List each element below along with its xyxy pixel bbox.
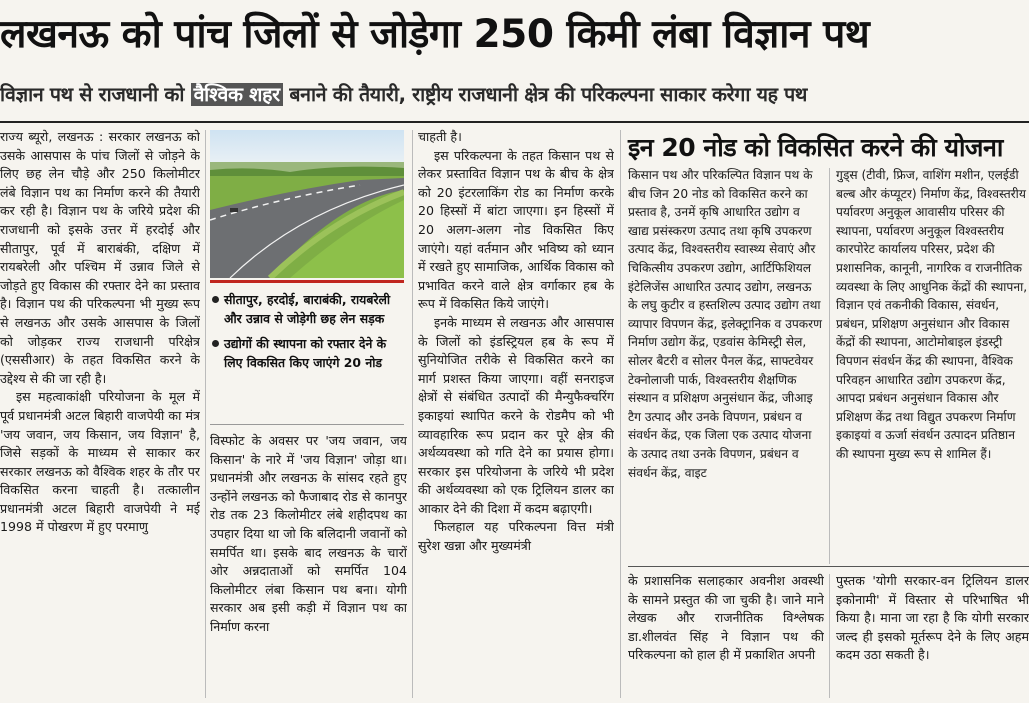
column-divider [620,130,621,698]
article-paragraph: फिलहाल यह परिकल्पना वित्त मंत्री सुरेश खन्ना और मुख्यमंत्री [418,519,614,554]
article-paragraph: इस परिकल्पना के तहत किसान पथ से लेकर प्रस्तावित विज्ञान पथ के बीच के क्षेत्र को 20 इंटरलाकिंग रोड का निर्माण करके 20 हिस्सों में बांटा जाएगा। इन हिस्सों में 20 अलग-अलग नोड विकसित किए जाएंगे। यहां वर्तमान और भविष्य को ध्यान में रखते हुए सामाजिक, आर्थिक विकास को प्रभावित करने वाले क्षेत्र वर्गाकार हब के रूप में विकसित किये जाएंगे। [418,147,614,312]
box-column-right: गुड्स (टीवी, फ्रिज, वाशिंग मशीन, एलईडी बल्ब और कंप्यूटर) निर्माण केंद्र, विश्वस्तरीय पर्यावरण अनुकूल आवासीय परिसर की स्थापना, पर्यावरण अनुकूल विश्वस्तरीय कारपोरेट कार्यालय परिसर, प्रदेश की प्रशासनिक, कानूनी, नागरिक व राजनीतिक व्यवस्था के लिए आधुनिक केंद्रों की स्थापना, विज्ञान एवं तकनीकी विकास, संवर्धन, प्रबंधन, प्रशिक्षण अनुसंधान और विकास केंद्रों की स्थापना, आटोमोबाइल इंडस्ट्री विपणन संवर्धन केंद्र की स्थापना, वैश्विक परिवहन आधारित उद्योग उपकरण केंद्र, आपदा प्रबंधन अनुसंधान विकास और प्रशिक्षण केंद्र तथा विद्युत उपकरण निर्माण इकाइयां व ऊर्जा संवर्धन उत्पादन प्रतिष्ठान की स्थापना मुख्य रूप से शामिल हैं। [836,168,1028,461]
article-paragraph: राज्य ब्यूरो, लखनऊ : सरकार लखनऊ को उसके आसपास के पांच जिलों से जोड़ने के लिए छह लेन चौड़े और 250 किलोमीटर लंबे विज्ञान पथ का निर्माण करने की तैयारी कर रही है। विज्ञान पथ के जरिये प्रदेश की राजधानी को इसके उत्तर में हरदोई और सीतापुर, पूर्व में बाराबंकी, दक्षिण में रायबरेली और पश्चिम में उन्नाव जिले से जोड़ते हुए विकास की रफ्तार देने का प्रस्ताव है। विज्ञान पथ की परिकल्पना भी मुख्य रूप से लखनऊ और उसके आसपास के जिलों को जोड़कर राज्य राजधानी परिक्षेत्र (एससीआर) के तहत विकसित करने के उद्देश्य से की जा रही है। [0,129,200,386]
article-paragraph: के प्रशासनिक सलाहकार अवनीश अवस्थी के सामने प्रस्तुत की जा चुकी है। जाने माने लेखक और राजनीतिक विश्लेषक डा.शीलवंत सिंह ने विज्ञान पथ की परिकल्पना को हाल ही में प्रकाशित अपनी [628,573,824,663]
subhead-text-before: विज्ञान पथ से राजधानी को [0,83,191,106]
subhead-highlight: वैश्विक शहर [191,83,283,106]
headline: लखनऊ को पांच जिलों से जोड़ेगा 250 किमी लंबा विज्ञान पथ [0,12,870,57]
caption-bottom-rule [210,424,404,425]
header-rule [0,121,1029,123]
subheadline [0,72,1029,118]
article-column-1 [0,128,200,703]
article-paragraph: विस्फोट के अवसर पर 'जय जवान, जय किसान' के नारे में 'जय विज्ञान' जोड़ा था। प्रधानमंत्री और लखनऊ के सांसद रहते हुए उन्होंने लखनऊ को फैजाबाद रोड से कानपुर रोड तक 23 किलोमीटर लंबे शहीदपथ का उपहार दिया था जो कि बलिदानी जवानों को समर्पित था। इसके बाद लखनऊ के चारों ओर अन्नदाताओं को समर्पित 104 किलोमीटर लंबा किसान पथ बना। योगी सरकार अब इसी कड़ी में विज्ञान पथ का निर्माण करना [210,433,407,634]
column-divider [829,168,830,564]
article-column-3 [418,128,614,703]
box-column-left: किसान पथ और परिकल्पित विज्ञान पथ के बीच जिन 20 नोड को विकसित करने का प्रस्ताव है, उनमें कृषि आधारित उद्योग व खाद्य प्रसंस्करण उत्पाद तथा कृषि उपकरण उत्पाद केंद्र, विश्वस्तरीय स्वास्थ्य सेवाएं और चिकित्सीय उपकरण उद्योग, आर्टिफिशियल इंटेलिजेंस आधारित उत्पाद उद्योग, लखनऊ के लघु कुटीर व हस्तशिल्प उत्पाद उद्योग तथा व्यापार विपणन केंद्र, इलेक्ट्रानिक व उपकरण निर्माण उद्योग केंद्र, एडवांस केमिस्ट्री सेल, सोलर बैटरी व सोलर पैनल केंद्र, साफ्टवेयर टेक्नोलाजी पार्क, विश्वस्तरीय शैक्षणिक संस्थान व प्रशिक्षण अनुसंधान केंद्र, जीआइ टैग उत्पाद और उनके विपणन, प्रबंधन व संवर्धन केंद्र, एक जिला एक उत्पाद योजना के उत्पाद तथा उनके विपणन, प्रबंधन व संवर्धन केंद्र, वाइट [628,168,822,480]
article-paragraph: इनके माध्यम से लखनऊ और आसपास के जिलों को इंडस्ट्रियल हब के रूप में सुनियोजित तरीके से विकसित करने का मार्ग प्रशस्त किया जाएगा। वहीं सनराइज क्षेत्रों से संबंधित उत्पादों की मैन्युफैक्चरिंग इकाइयां स्थापित करने के रोडमैप को भी व्यावहारिक रूप प्रदान कर पूरे क्षेत्र की अर्थव्यवस्था को गति देने का प्रयास होगा। सरकार इस परियोजना के जरिये भी प्रदेश की अर्थव्यवस्था को एक ट्रिलियन डालर का आकार देने की दिशा में कदम बढ़ाएगी। [418,314,614,516]
article-column-5 [628,572,824,703]
article-column-6 [836,572,1029,703]
article-paragraph: पुस्तक 'योगी सरकार-वन ट्रिलियन डालर इकोनामी' में विस्तार से परिभाषित भी किया है। माना जा रहा है कि योगी सरकार जल्द ही इसको मूर्तरूप देने के लिए अहम कदम उठा सकती है। [836,573,1029,663]
article-paragraph: चाहती है। [418,129,462,144]
photo-captions [212,290,406,378]
article-column-2 [210,432,407,703]
caption-accent-rule [210,280,404,283]
column-divider [829,574,830,698]
road-image [210,130,404,278]
caption-bullet: उद्योगों की स्थापना को रफ्तार देने के लिए विकसित किए जाएंगे 20 नोड [212,334,406,372]
column-divider [205,130,206,698]
caption-bullet: सीतापुर, हरदोई, बाराबंकी, रायबरेली और उन्नाव से जोड़ेगी छह लेन सड़क [212,290,406,328]
box-bottom-rule [628,566,1029,567]
subhead-text-after: बनाने की तैयारी, राष्ट्रीय राजधानी क्षेत्र की परिकल्पना साकार करेगा यह पथ [282,83,808,106]
expressway-photo [210,130,404,278]
box-heading: इन 20 नोड को विकसित करने की योजना [628,133,1003,162]
column-divider [412,130,413,698]
article-paragraph: इस महत्वाकांक्षी परियोजना के मूल में पूर्व प्रधानमंत्री अटल बिहारी वाजपेयी का मंत्र 'जय जवान, जय किसान, जय विज्ञान' है, जिसे सड़कों के माध्यम से साकार कर सरकार लखनऊ को वैश्विक शहर के तौर पर विकसित करना चाहती है। तत्कालीन प्रधानमंत्री अटल बिहारी वाजपेयी ने मई 1998 में पोखरण में हुए परमाणु [0,389,200,535]
